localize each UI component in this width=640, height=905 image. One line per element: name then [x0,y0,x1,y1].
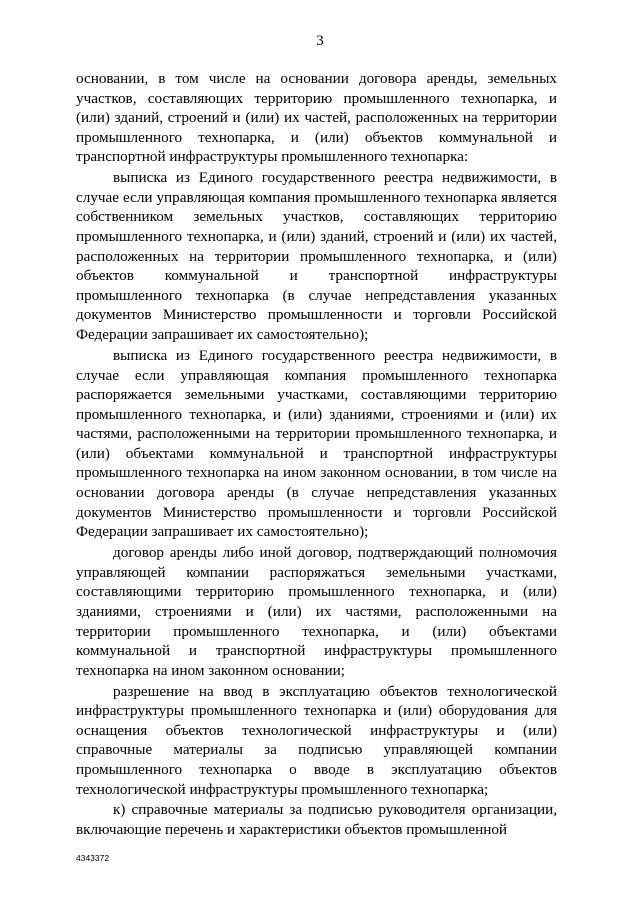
paragraph-extract-other-basis: выписка из Единого государственного реестра недвижимости, в случае если управляющая компания промышленного технопарка распоряжается земельными участками, составляющими территорию промышленного технопарка, и (или) зданиями, строениями и (или) их частями, расположенными на территории промышленного технопарка, и (или) объектами коммунальной и транспортной инфраструктуры промышленного технопарка на ином законном основании, в том числе на основании договора аренды (в случае непредставления указанных документов Министерство промышленности и торговли Российской Федерации запрашивает их самостоятельно); [76,346,557,541]
paragraph-commissioning-permit: разрешение на ввод в эксплуатацию объектов технологической инфраструктуры промышленного технопарка и (или) оборудования для оснащения объектов технологической инфраструктуры и (или) справочные материалы за подписью управляющей компании промышленного технопарка о вводе в эксплуатацию объектов технологической инфраструктуры промышленного технопарка; [76,682,557,798]
document-body [76,69,557,840]
paragraph-extract-ownership: выписка из Единого государственного реестра недвижимости, в случае если управляющая компания промышленного технопарка является собственником земельных участков, составляющих территорию промышленного технопарка, и (или) зданий, строений и (или) их частей, расположенных на территории промышленного технопарка, и (или) объектов коммунальной и транспортной инфраструктуры промышленного технопарка (в случае непредставления указанных документов Министерство промышленности и торговли Российской Федерации запрашивает их самостоятельно); [76,169,557,344]
document-code: 4343372 [76,853,110,863]
paragraph-lease-agreement: договор аренды либо иной договор, подтверждающий полномочия управляющей компании распоряжаться земельными участками, составляющими территорию промышленного технопарка, и (или) зданиями, строениями и (или) их частями, расположенными на территории промышленного технопарка, и (или) объектами коммунальной и транспортной инфраструктуры промышленного технопарка на ином законном основании; [76,544,557,679]
page-number: 3 [316,33,324,49]
paragraph-continuation: основании, в том числе на основании договора аренды, земельных участков, составляющих территорию промышленного технопарка, и (или) зданий, строений и (или) их частей, расположенных на территории промышленного технопарка, и (или) объектов коммунальной и транспортной инфраструктуры промышленного технопарка: [76,70,557,166]
paragraph-item-k: к) справочные материалы за подписью руководителя организации, включающие перечень и характеристики объектов промышленной [76,801,557,839]
